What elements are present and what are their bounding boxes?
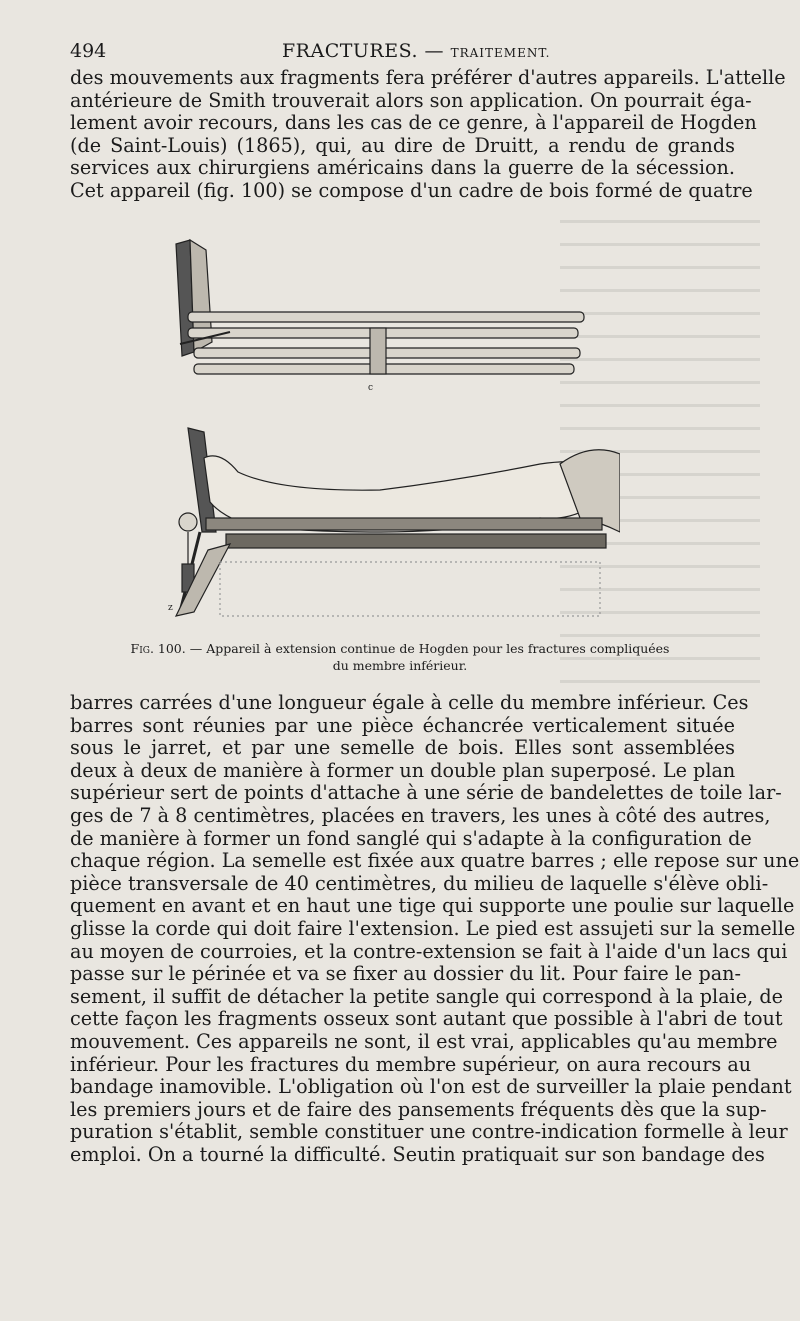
- text-line: ges de 7 à 8 centimètres, placées en travers, les unes à côté des autres,: [70, 803, 771, 827]
- body-text-bottom: [70, 691, 800, 1166]
- running-title-main: FRACTURES. —: [282, 40, 445, 62]
- text-line: sement, il suffit de détacher la petite sangle qui correspond à la plaie, de: [70, 984, 783, 1008]
- text-line: (de Saint-Louis) (1865), qui, au dire de Druitt, a rendu de grands: [70, 133, 735, 157]
- text-line: deux à deux de manière à former un double plan superposé. Le plan: [70, 758, 736, 782]
- text-line: bandage inamovible. L'obligation où l'on est de surveiller la plaie pendant: [70, 1075, 792, 1099]
- text-line: inférieur. Pour les fractures du membre supérieur, on aura recours au: [70, 1052, 752, 1076]
- text-line: barres carrées d'une longueur égale à celle du membre inférieur. Ces: [70, 691, 749, 714]
- caption-figure-number: Fig. 100.: [130, 641, 186, 656]
- text-line: glisse la corde qui doit faire l'extension. Le pied est assujeti sur la semelle: [70, 916, 796, 940]
- text-line: lement avoir recours, dans les cas de ce genre, à l'appareil de Hogden: [70, 111, 757, 135]
- text-line: passe sur le périnée et va se fixer au dossier du lit. Pour faire le pan-: [70, 962, 742, 986]
- text-line: antérieure de Smith trouverait alors son application. On pourrait éga-: [70, 88, 752, 112]
- text-line: les premiers jours et de faire des pansements fréquents dès que la sup-: [70, 1097, 767, 1121]
- text-line: pièce transversale de 40 centimètres, du milieu de laquelle s'élève obli-: [70, 871, 769, 895]
- text-line: quement en avant et en haut une tige qui supporte une poulie sur laquelle: [70, 894, 795, 918]
- leg-apparatus-illustration: [176, 428, 620, 616]
- figure-label-c: c: [368, 383, 374, 393]
- text-line: barres sont réunies par une pièce échancrée verticalement située: [70, 713, 735, 737]
- figure-label-z: z: [168, 603, 173, 613]
- text-line: chaque région. La semelle est fixée aux quatre barres ; elle repose sur une: [70, 849, 800, 873]
- text-line: puration s'établit, semble constituer une contre-indication formelle à leur: [70, 1120, 788, 1144]
- caption-text: — Appareil à extension continue de Hogden pour les fractures compliquées: [189, 641, 670, 656]
- running-header: [70, 36, 735, 66]
- figure-caption: [100, 640, 700, 674]
- text-line: mouvement. Ces appareils ne sont, il est vrai, applicables qu'au membre: [70, 1029, 778, 1053]
- text-line: services aux chirurgiens américains dans la guerre de la sécession.: [70, 156, 735, 180]
- text-line: sous le jarret, et par une semelle de bois. Elles sont assemblées: [70, 736, 735, 760]
- figure-hogden-apparatus: [160, 232, 620, 632]
- page-number: 494: [70, 40, 107, 62]
- caption-line-2: du membre inférieur.: [332, 658, 468, 673]
- frame-illustration: [176, 240, 584, 374]
- text-line: Cet appareil (fig. 100) se compose d'un cadre de bois formé de quatre: [70, 178, 753, 202]
- text-line: emploi. On a tourné la difficulté. Seutin pratiquait sur son bandage des: [70, 1142, 765, 1166]
- running-title: [282, 40, 550, 62]
- running-title-sub: TRAITEMENT.: [450, 46, 551, 60]
- text-line: cette façon les fragments osseux sont autant que possible à l'abri de tout: [70, 1007, 783, 1031]
- text-line: de manière à former un fond sanglé qui s'adapte à la configuration de: [70, 826, 752, 850]
- text-line: supérieur sert de points d'attache à une série de bandelettes de toile lar-: [70, 781, 782, 805]
- text-line: au moyen de courroies, et la contre-extension se fait à l'aide d'un lacs qui: [70, 939, 788, 963]
- text-line: des mouvements aux fragments fera préférer d'autres appareils. L'attelle: [70, 66, 786, 89]
- body-text-top: [70, 66, 786, 203]
- caption-line-1: [100, 640, 700, 657]
